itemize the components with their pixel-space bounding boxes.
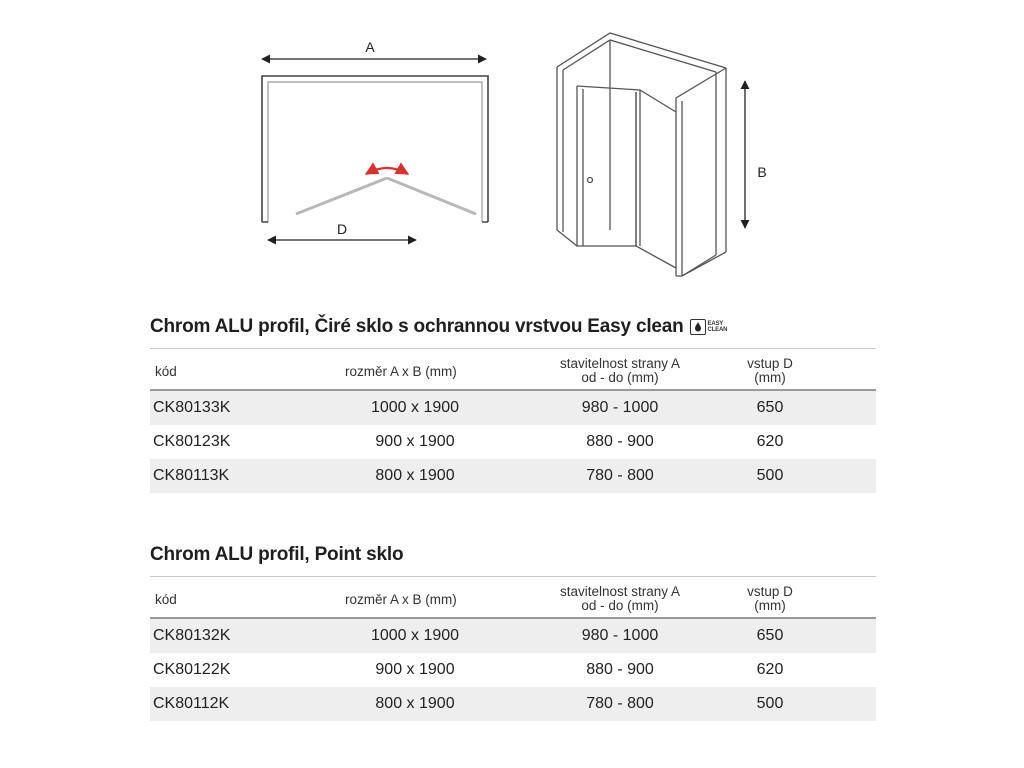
header-entry [730, 357, 810, 385]
label-d: D [336, 221, 348, 237]
header-size: rozměr A x B (mm) [345, 364, 457, 379]
table-row [150, 459, 876, 493]
cell-adjustment: 880 - 900 [586, 661, 654, 678]
cell-size: 800 x 1900 [375, 695, 455, 712]
perspective-diagram [557, 33, 726, 276]
header-entry-line-2: (mm) [754, 370, 786, 385]
cell-adjustment: 780 - 800 [586, 467, 654, 484]
cell-code: CK80113K [153, 467, 230, 484]
cell-size: 900 x 1900 [375, 661, 455, 678]
header-adjustment-line-2: od - do (mm) [581, 598, 659, 613]
water-drop-icon [690, 319, 706, 335]
door-handle-icon [588, 178, 593, 183]
easy-clean-badge [690, 319, 728, 335]
header-code: kód [155, 592, 177, 607]
cell-adjustment: 880 - 900 [586, 433, 654, 450]
cell-adjustment: 980 - 1000 [581, 627, 659, 644]
label-a: A [365, 39, 375, 55]
cell-size: 800 x 1900 [375, 467, 455, 484]
header-entry-line-2: (mm) [754, 598, 786, 613]
table-row [150, 653, 876, 687]
cell-size: 1000 x 1900 [370, 399, 460, 416]
swing-arrow-icon [366, 168, 408, 174]
table-row [150, 619, 876, 653]
cell-code: CK80133K [153, 399, 231, 416]
easy-clean-text [708, 321, 728, 333]
cell-code: CK80122K [153, 661, 231, 678]
product-table-point-glass [150, 540, 876, 721]
section-title-text: Chrom ALU profil, Čiré sklo s ochrannou vrstvou Easy clean [150, 316, 684, 337]
top-view-diagram [262, 39, 488, 240]
section-title: Chrom ALU profil, Point sklo [150, 544, 404, 565]
cell-adjustment: 780 - 800 [586, 695, 654, 712]
table-row [150, 687, 876, 721]
cell-entry: 500 [756, 467, 784, 484]
header-entry [730, 585, 810, 613]
badge-line-2: CLEAN [707, 327, 728, 333]
header-adjustment [540, 585, 700, 613]
cell-size: 900 x 1900 [375, 433, 455, 450]
cell-code: CK80123K [153, 433, 231, 450]
product-table-easy-clean [150, 312, 876, 493]
cell-entry: 500 [756, 695, 784, 712]
cell-entry: 650 [756, 399, 784, 416]
table-row [150, 425, 876, 459]
header-adjustment [540, 357, 700, 385]
cell-code: CK80112K [153, 695, 230, 712]
header-code: kód [155, 364, 177, 379]
cell-entry: 620 [756, 661, 784, 678]
section-title [150, 312, 876, 342]
badge-line-1: EASY [707, 321, 724, 327]
cell-size: 1000 x 1900 [370, 627, 460, 644]
header-adjustment-line-1: stavitelnost strany A [559, 584, 681, 599]
table-row [150, 391, 876, 425]
header-adjustment-line-2: od - do (mm) [581, 370, 659, 385]
header-size: rozměr A x B (mm) [345, 592, 457, 607]
cell-code: CK80132K [153, 627, 231, 644]
cell-adjustment: 980 - 1000 [581, 399, 659, 416]
cell-entry: 620 [756, 433, 784, 450]
header-adjustment-line-1: stavitelnost strany A [559, 356, 681, 371]
table-header [150, 349, 876, 389]
cell-entry: 650 [756, 627, 784, 644]
table-header [150, 577, 876, 617]
label-b: B [757, 164, 767, 180]
technical-diagrams [0, 0, 1024, 300]
header-entry-line-1: vstup D [747, 584, 793, 599]
header-entry-line-1: vstup D [747, 356, 793, 371]
